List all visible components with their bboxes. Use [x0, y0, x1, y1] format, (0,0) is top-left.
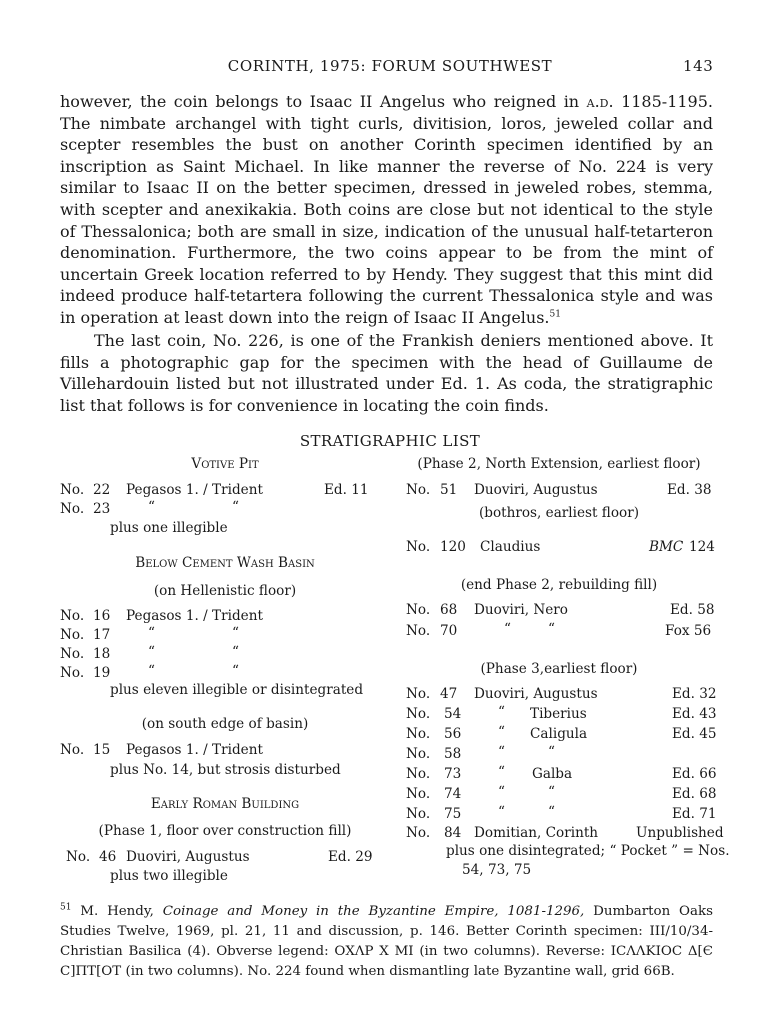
- heading-below-cement-wash-basin: Below Cement Wash Basin: [135, 555, 315, 571]
- list-note: 54, 73, 75: [462, 862, 532, 878]
- subheading-phase-1: (Phase 1, floor over construction fill): [98, 823, 352, 839]
- list-note: plus one illegible: [110, 520, 228, 536]
- subheading-end-phase-2: (end Phase 2, rebuilding fill): [460, 577, 658, 593]
- footnote-ref-51: 51: [549, 309, 561, 320]
- paragraph-2: The last coin, No. 226, is one of the Frankish deniers mentioned above. It fills a photographic gap for the specimen with the head of Guillaume de Villehardouin listed but not illustrated under Ed. 1. As coda, the stratigraphic list that follows is for convenience in locating the coin finds.: [60, 331, 713, 415]
- list-note: plus eleven illegible or disintegrated: [110, 682, 364, 698]
- list-note: plus two illegible: [110, 868, 228, 884]
- subheading-hellenistic-floor: (on Hellenistic floor): [153, 583, 297, 599]
- subheading-phase-3: (Phase 3,earliest floor): [480, 661, 638, 677]
- stratigraphic-list-heading: STRATIGRAPHIC LIST: [299, 432, 481, 450]
- page-number: 143: [683, 57, 714, 75]
- subheading-phase-2: (Phase 2, North Extension, earliest floor): [417, 456, 701, 472]
- list-note: plus No. 14, but strosis disturbed: [110, 762, 341, 778]
- subheading-south-edge: (on south edge of basin): [141, 716, 309, 732]
- subheading-bothros: (bothros, earliest floor): [478, 505, 640, 521]
- heading-early-roman-building: Early Roman Building: [150, 796, 300, 812]
- running-header-title: CORINTH, 1975: FORUM SOUTHWEST: [227, 57, 553, 75]
- heading-votive-pit: Votive Pit: [191, 456, 259, 472]
- paragraph-1: however, the coin belongs to Isaac II Angelus who reigned in a.d. 1185-1195. The nimbate archangel with tight curls, divitision, loros, jeweled collar and scepter resembles the bust on another Corinth specimen identified by an inscription as Saint Michael. In like manner the reverse of No. 224 is very similar to Isaac II on the better specimen, dressed in jeweled robes, stemma, with scepter and anexikakia. Both coins are close but not identical to the style of Thessalonica; both are small in size, indication of the unusual half-tetarteron denomination. Furthermore, the two coins appear to be from the mint of uncertain Greek location referred to by Hendy. They suggest that this mint did indeed produce half-tetartera following the current Thessalonica style and was in operation at least down into the reign of Isaac II Angelus.$^{51}$: [60, 92, 713, 327]
- footnote-51: $^{51}$ M. Hendy, Coinage and Money in the Byzantine Empire, 1081-1296, Dumbarton Oaks Studies Twelve, 1969, pl. 21, 11 and discussion, p. 146. Better Corinth specimen: III/10/34-Christian Basilica (4). Obverse legend: ΟΧΛΡ Χ ΜΙ (in two columns). Reverse: ΙϹΛΛΚΙΟϹ Δ[Є C]ΠΤ[ΟΤ (in two columns). No. 224 found when dismantling late Byzantine wall, grid 66B.: [60, 902, 714, 979]
- list-note: plus one disintegrated; “ Pocket ” = Nos.: [446, 843, 730, 859]
